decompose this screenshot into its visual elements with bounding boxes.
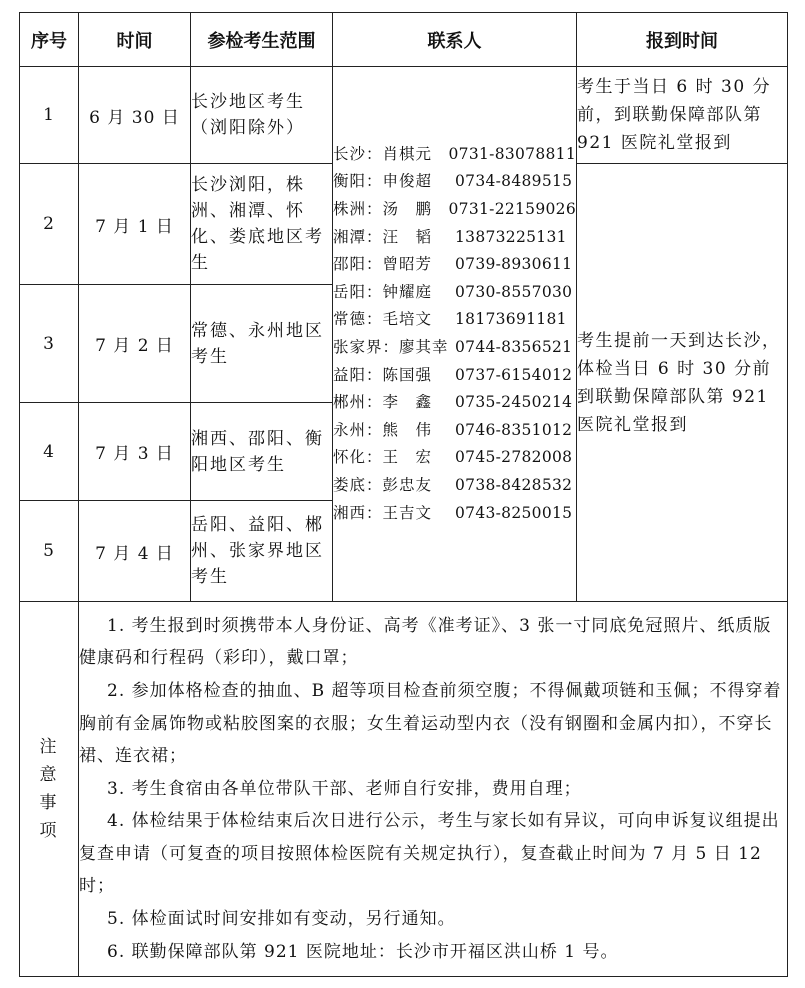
contact-line	[333, 444, 576, 472]
contact-line	[333, 389, 576, 417]
contact-phone: 0743-8250015	[455, 503, 573, 522]
note-item: 1. 考生报到时须携带本人身份证、高考《准考证》、3 张一寸同底免冠照片、纸质版健康码和行程码（彩印），戴口罩；	[79, 615, 772, 669]
contact-phone: 13873225131	[455, 227, 567, 246]
notes-cell	[79, 602, 788, 977]
contact-phone: 0739-8930611	[455, 255, 573, 274]
row-scope: 湘西、邵阳、衡阳地区考生	[191, 403, 333, 501]
note-item: 3. 考生食宿由各单位带队干部、老师自行安排，费用自理；	[107, 778, 582, 799]
header-scope: 参检考生范围	[191, 13, 333, 67]
contact-name: 益阳：陈国强	[333, 365, 433, 384]
contact-phone: 0731-22159026	[448, 200, 576, 219]
header-index: 序号	[20, 13, 79, 67]
note-item: 5. 体检面试时间安排如有变动，另行通知。	[107, 909, 456, 930]
contact-name: 岳阳：钟耀庭	[333, 282, 433, 301]
contact-line	[333, 168, 576, 196]
contact-name: 怀化：王 宏	[333, 448, 433, 467]
notes-label: 注意事项	[20, 602, 79, 977]
contact-name: 株洲：汤 鹏	[333, 200, 433, 219]
report-time-first: 考生于当日 6 时 30 分前，到联勤保障部队第 921 医院礼堂报到	[577, 67, 788, 164]
schedule-table	[19, 12, 788, 977]
contact-name: 张家界：廖其幸	[333, 338, 449, 356]
contacts-cell	[333, 67, 577, 602]
row-date: 7 月 2 日	[79, 285, 191, 403]
row-scope: 长沙地区考生（浏阳除外）	[191, 67, 333, 164]
row-index: 3	[20, 285, 79, 403]
contact-line	[333, 362, 576, 390]
header-time: 时间	[79, 13, 191, 67]
row-date: 7 月 3 日	[79, 403, 191, 501]
contact-phone: 0735-2450214	[455, 393, 573, 412]
contact-name: 湘潭：汪 韬	[333, 227, 433, 246]
header-row	[20, 13, 788, 67]
row-index: 1	[20, 67, 79, 164]
contact-phone: 0734-8489515	[455, 172, 573, 191]
contact-phone: 0730-8557030	[455, 282, 573, 301]
report-time-others: 考生提前一天到达长沙，体检当日 6 时 30 分前到联勤保障部队第 921 医院礼堂报到	[577, 164, 788, 602]
header-report: 报到时间	[577, 13, 788, 67]
contact-name: 湘西：王吉文	[333, 503, 433, 522]
contacts-list	[333, 141, 576, 527]
contact-line	[333, 196, 576, 224]
contact-line	[333, 334, 576, 362]
row-scope: 长沙浏阳，株洲、湘潭、怀化、娄底地区考生	[191, 164, 333, 285]
contact-name: 长沙：肖棋元	[333, 144, 433, 163]
contact-phone: 0746-8351012	[455, 420, 573, 439]
contact-line	[333, 224, 576, 252]
row-date: 6 月 30 日	[79, 67, 191, 164]
row-index: 5	[20, 501, 79, 602]
contact-line	[333, 500, 576, 528]
header-contact: 联系人	[333, 13, 577, 67]
contact-phone: 0744-8356521	[455, 338, 573, 356]
contact-name: 邵阳：曾昭芳	[333, 255, 433, 274]
contact-line	[333, 251, 576, 279]
note-item: 4. 体检结果于体检结束后次日进行公示，考生与家长如有异议，可向申诉复议组提出复查申请（可复查的项目按照体检医院有关规定执行），复查截止时间为 7 月 5 日 12 时；	[79, 811, 780, 897]
contact-line	[333, 417, 576, 445]
note-item: 6. 联勤保障部队第 921 医院地址：长沙市开福区洪山桥 1 号。	[107, 941, 619, 962]
contact-name: 常德：毛培文	[333, 310, 433, 329]
notes-row	[20, 602, 788, 977]
contact-line	[333, 279, 576, 307]
contact-phone: 0737-6154012	[455, 365, 573, 384]
contact-name: 衡阳：申俊超	[333, 172, 433, 191]
contact-name: 郴州：李 鑫	[333, 393, 433, 412]
contact-name: 娄底：彭忠友	[333, 475, 433, 494]
row-index: 2	[20, 164, 79, 285]
row-scope: 岳阳、益阳、郴州、张家界地区考生	[191, 501, 333, 602]
row-index: 4	[20, 403, 79, 501]
row-scope: 常德、永州地区考生	[191, 285, 333, 403]
note-item: 2. 参加体格检查的抽血、B 超等项目检查前须空腹；不得佩戴项链和玉佩；不得穿着胸前有金属饰物或粘胶图案的衣服；女生着运动型内衣（没有钢圈和金属内扣），不穿长裙、连衣裙；	[79, 680, 782, 767]
contact-line	[333, 141, 576, 169]
contact-name: 永州：熊 伟	[333, 420, 433, 439]
contact-phone: 0745-2782008	[455, 448, 573, 467]
contact-phone: 0738-8428532	[455, 475, 573, 494]
contact-phone: 18173691181	[455, 310, 567, 329]
table-row	[20, 67, 788, 164]
contact-line	[333, 306, 576, 334]
contact-line	[333, 472, 576, 500]
row-date: 7 月 4 日	[79, 501, 191, 602]
row-date: 7 月 1 日	[79, 164, 191, 285]
contact-phone: 0731-83078811	[448, 144, 576, 163]
